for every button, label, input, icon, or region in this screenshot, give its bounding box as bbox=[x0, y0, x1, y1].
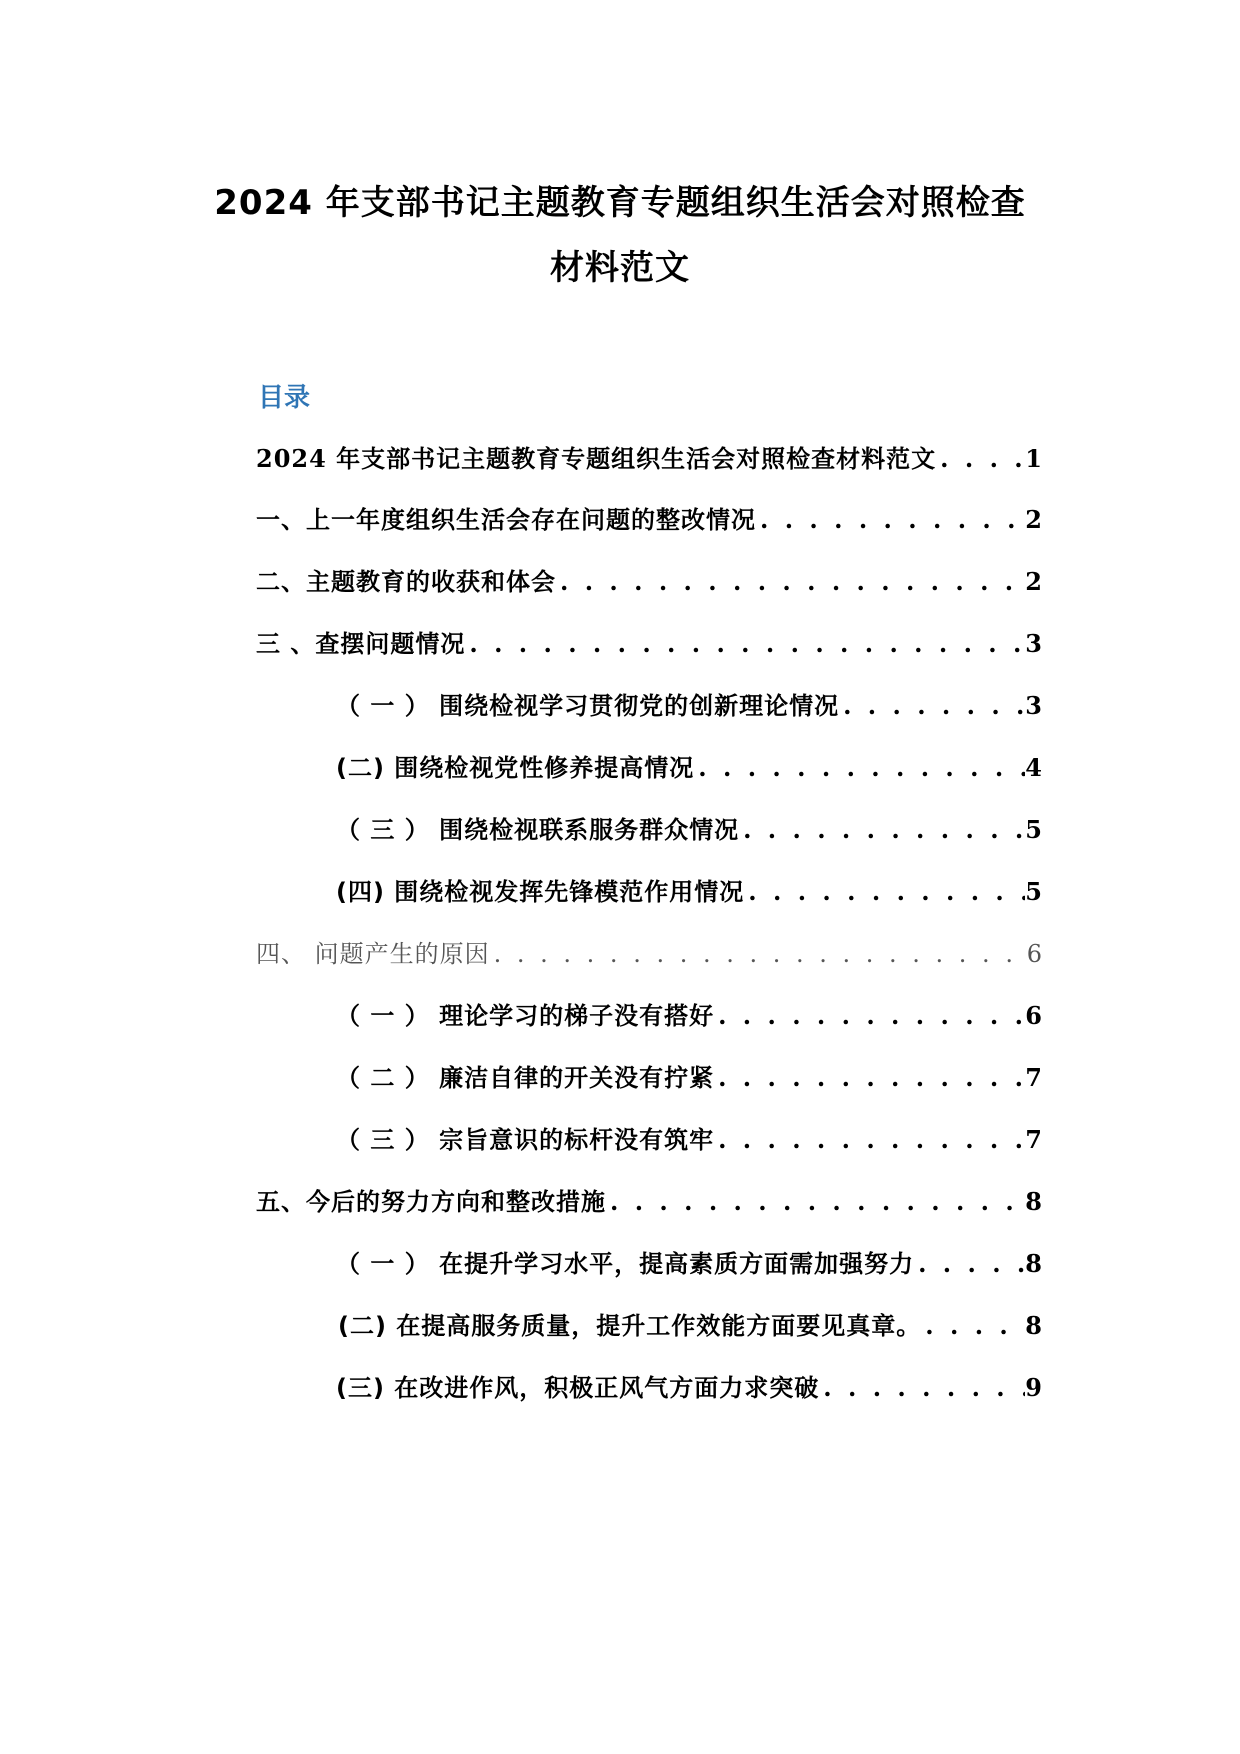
toc-entry-label: 二、主题教育的收获和体会 bbox=[256, 568, 556, 596]
toc-entry[interactable] bbox=[338, 1306, 1042, 1346]
toc-entry[interactable] bbox=[256, 624, 1042, 664]
toc-entry[interactable] bbox=[256, 1182, 1042, 1222]
toc-entry[interactable] bbox=[336, 1368, 1042, 1408]
toc-entry-label: 一、上一年度组织生活会存在问题的整改情况 bbox=[256, 506, 756, 534]
toc-entry-page: 3 bbox=[1025, 629, 1042, 658]
toc-entry[interactable] bbox=[336, 686, 1042, 726]
toc-leader-dots bbox=[465, 624, 1025, 664]
toc-entry[interactable] bbox=[336, 1058, 1042, 1098]
toc-entry-label: （ 一 ） 围绕检视学习贯彻党的创新理论情况 bbox=[336, 692, 840, 720]
document-title-line-2: 材料范文 bbox=[550, 248, 690, 288]
toc-entry[interactable] bbox=[256, 439, 1042, 479]
toc-leader-dots bbox=[606, 1182, 1025, 1222]
toc-leader-dots bbox=[714, 1120, 1025, 1160]
toc-entry-label: (三) 在改进作风，积极正风气方面力求突破 bbox=[336, 1374, 820, 1402]
toc-entry[interactable] bbox=[336, 1120, 1042, 1160]
toc-entry-label: （ 三 ） 围绕检视联系服务群众情况 bbox=[336, 816, 740, 844]
toc-entry-label: 五、今后的努力方向和整改措施 bbox=[256, 1188, 606, 1216]
document-title-line-1: 2024 年支部书记主题教育专题组织生活会对照检查 bbox=[214, 183, 1026, 223]
toc-entry-page: 8 bbox=[1025, 1187, 1042, 1216]
toc-entry-label: (四) 围绕检视发挥先锋模范作用情况 bbox=[336, 878, 745, 906]
toc-entry-page: 7 bbox=[1025, 1063, 1042, 1092]
toc-entry-label: 四、 问题产生的原因 bbox=[256, 940, 490, 968]
toc-heading: 目录 bbox=[258, 383, 311, 413]
toc-leader-dots bbox=[490, 934, 1027, 974]
toc-leader-dots bbox=[694, 748, 1025, 788]
toc-leader-dots bbox=[556, 562, 1025, 602]
toc-leader-dots bbox=[914, 1244, 1025, 1284]
toc-entry[interactable] bbox=[336, 810, 1042, 850]
toc-entry-label: (二) 围绕检视党性修养提高情况 bbox=[336, 754, 695, 782]
toc-entry-page: 5 bbox=[1025, 877, 1042, 906]
toc-entry-label: (二) 在提高服务质量，提升工作效能方面要见真章。 bbox=[338, 1312, 922, 1340]
toc-entry-label: （ 一 ） 在提升学习水平，提高素质方面需加强努力 bbox=[336, 1250, 915, 1278]
toc-entry-page: 8 bbox=[1025, 1249, 1042, 1278]
toc-entry[interactable] bbox=[336, 872, 1042, 912]
toc-entry-page: 1 bbox=[1025, 444, 1042, 473]
toc-leader-dots bbox=[714, 996, 1025, 1036]
toc-entry-page: 5 bbox=[1025, 815, 1042, 844]
toc-leader-dots bbox=[744, 872, 1025, 912]
toc-entry-label: 三 、查摆问题情况 bbox=[256, 630, 466, 658]
toc-leader-dots bbox=[739, 810, 1025, 850]
toc-entry-page: 4 bbox=[1025, 753, 1042, 782]
toc-leader-dots bbox=[921, 1306, 1025, 1346]
toc-entry[interactable] bbox=[256, 562, 1042, 602]
toc-entry[interactable] bbox=[336, 996, 1042, 1036]
toc-leader-dots bbox=[936, 439, 1025, 479]
toc-entry-page: 8 bbox=[1025, 1311, 1042, 1340]
toc-entry-label: （ 二 ） 廉洁自律的开关没有拧紧 bbox=[336, 1064, 715, 1092]
toc-entry-page: 3 bbox=[1025, 691, 1042, 720]
toc-entry[interactable] bbox=[336, 1244, 1042, 1284]
toc-entry[interactable] bbox=[256, 500, 1042, 540]
toc-leader-dots bbox=[819, 1368, 1025, 1408]
toc-leader-dots bbox=[839, 686, 1025, 726]
toc-entry-page: 9 bbox=[1025, 1373, 1042, 1402]
toc-entry-label: （ 一 ） 理论学习的梯子没有搭好 bbox=[336, 1002, 715, 1030]
toc-entry-page: 6 bbox=[1025, 1001, 1042, 1030]
toc-entry-page: 6 bbox=[1026, 940, 1042, 968]
toc-leader-dots bbox=[756, 500, 1025, 540]
toc-leader-dots bbox=[714, 1058, 1025, 1098]
toc-entry-label: （ 三 ） 宗旨意识的标杆没有筑牢 bbox=[336, 1126, 715, 1154]
toc-entry-page: 2 bbox=[1025, 505, 1042, 534]
toc-entry[interactable] bbox=[256, 934, 1042, 974]
toc-entry-page: 2 bbox=[1025, 567, 1042, 596]
toc-entry[interactable] bbox=[336, 748, 1042, 788]
toc-entry-page: 7 bbox=[1025, 1125, 1042, 1154]
toc-entry-label: 2024 年支部书记主题教育专题组织生活会对照检查材料范文 bbox=[256, 444, 937, 473]
